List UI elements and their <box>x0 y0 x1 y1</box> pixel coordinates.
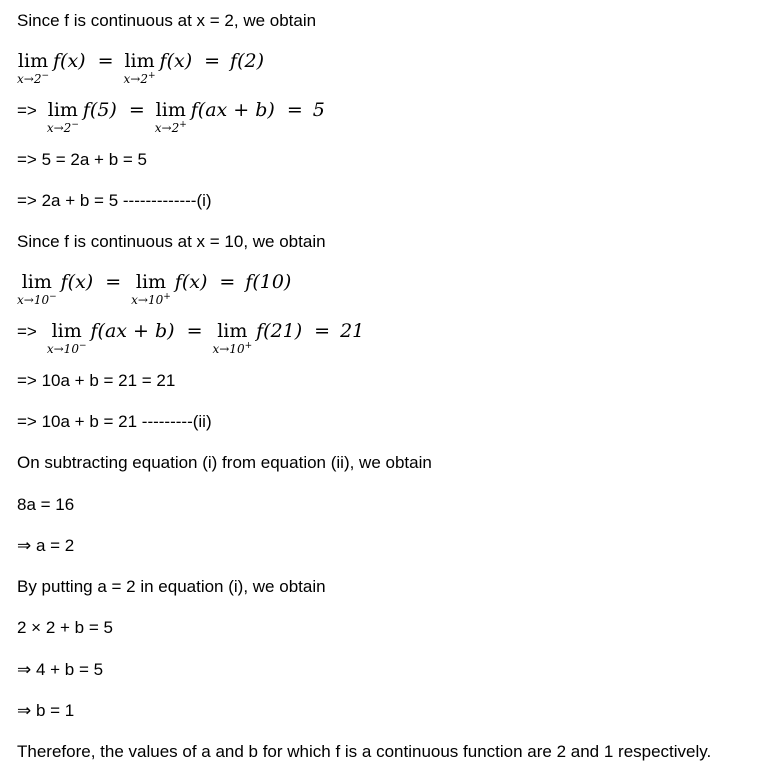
right-limit: lim x→2+ <box>154 99 187 135</box>
equation-line: 2 × 2 + b = 5 <box>17 618 113 637</box>
equation-line: ⇒ a = 2 <box>17 536 75 555</box>
equation-line: ⇒ b = 1 <box>17 701 75 720</box>
equation-line: 8a = 16 <box>17 495 75 514</box>
equation-ii: => 10a + b = 21 ---------(ii) <box>17 412 212 431</box>
continuity-at-10-intro: Since f is continuous at x = 10, we obtain <box>17 232 326 251</box>
right-limit: lim x→10+ <box>131 271 171 307</box>
continuity-at-2-intro: Since f is continuous at x = 2, we obtain <box>17 11 317 30</box>
left-limit: lim x→2− <box>17 50 50 86</box>
equation-line: ⇒ 4 + b = 5 <box>17 660 104 679</box>
equation-i: => 2a + b = 5 -------------(i) <box>17 191 212 210</box>
right-limit: lim x→2+ <box>123 50 156 86</box>
equation-line: => 10a + b = 21 = 21 <box>17 371 176 390</box>
left-limit: lim x→2− <box>46 99 79 135</box>
limit-equation-4: => lim x→10− f(ax + b) = lim x→10+ f(21) = 21 <box>17 320 365 356</box>
left-limit: lim x→10− <box>17 271 57 307</box>
right-limit: lim x→10+ <box>212 320 253 356</box>
conclusion-text: Therefore, the values of a and b for which f is a continuous function are 2 and 1 respectively. <box>17 742 712 761</box>
left-limit: lim x→10− <box>46 320 87 356</box>
equation-line: => 5 = 2a + b = 5 <box>17 150 147 169</box>
limit-equation-2: => lim x→2− f(5) = lim x→2+ f(ax + b) = 5 <box>17 99 325 135</box>
limit-equation-3: lim x→10− f(x) = lim x→10+ f(x) = f(10) <box>17 271 292 307</box>
subtracting-text: On subtracting equation (i) from equation (ii), we obtain <box>17 453 432 472</box>
limit-equation-1: lim x→2− f(x) = lim x→2+ f(x) = f(2) <box>17 50 264 86</box>
substitution-text: By putting a = 2 in equation (i), we obtain <box>17 577 326 596</box>
